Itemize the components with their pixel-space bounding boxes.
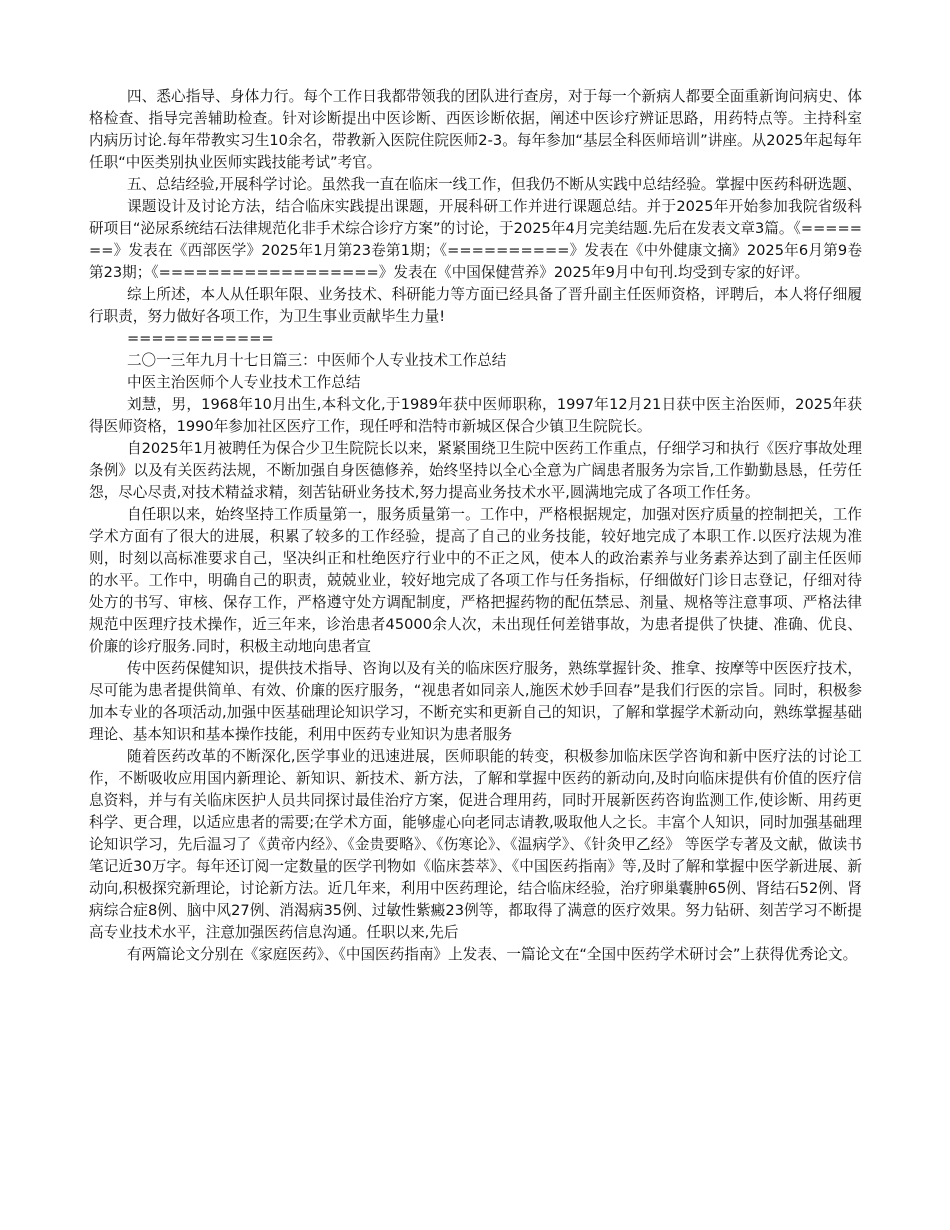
paragraph-profile: 刘慧，男，1968年10月出生,本科文化,于1989年获中医师职称，1997年12月21日获中医主治医师，2025年获得医师资格，1990年参加社区医疗工作，现任呼和浩特市新城区保合少镇卫生院院长。 [89, 396, 862, 435]
paragraph-reform: 随着医药改革的不断深化,医学事业的迅速进展，医师职能的转变，积极参加临床医学咨询和新中医疗法的讨论工作，不断吸收应用国内新理论、新知识、新技术、新方法，了解和掌握中医药的新动向,及时向临床提供有价值的医疗信息资料，并与有关临床医护人员共同探讨最佳治疗方案，促进合理用药，同时开展新医药咨询监测工作,使诊断、用药更科学、更合理，以适应患者的需要;在学术方面，能够虚心向老同志请教,吸取他人之长。丰富个人知识，同时加强基础理论知识学习，先后温习了《黄帝内经》、《金贵要略》、《伤寒论》、《温病学》、《针灸甲乙经》 等医学专著及文献，做读书笔记近30万字。每年还订阅一定数量的医学刊物如《临床荟萃》、《中国医药指南》等,及时了解和掌握中医学新进展、新动向,积极探究新理论，讨论新方法。近几年来，利用中医药理论，结合临床经验，治疗卵巢囊肿65例、肾结石52例、肾病综合症8例、脑中风27例、消渴病35例、过敏性紫癜23例等，都取得了满意的医疗效果。努力钻研、刻苦学习不断提高专业技术水平，注意加强医药信息沟通。任职以来,先后 [89, 748, 862, 941]
paragraph-guidance: 四、悉心指导、身体力行。每个工作日我都带领我的团队进行查房，对于每一个新病人都要全面重新询问病史、体格检查、指导完善辅助检查。针对诊断提出中医诊断、西医诊断依据，阐述中医诊疗辨证思路，用药特点等。主持科室内病历讨论.每年带教实习生10余名，带教新入医院住院医师2-3。每年参加“基层全科医师培训”讲座。从2025年起每年任职“中医类别执业医师实践技能考试”考官。 [89, 88, 862, 171]
paragraph-publications: 有两篇论文分别在《家庭医药》、《中国医药指南》上发表、一篇论文在“全国中医药学术研讨会”上获得优秀论文。 [126, 946, 858, 963]
paragraph-summary-heading: 五、总结经验,开展科学讨论。虽然我一直在临床一线工作，但我仍不断从实践中总结经验。掌握中医药科研选题、 [126, 176, 862, 193]
paragraph-health-education: 传中医药保健知识，提供技术指导、咨询以及有关的临床医疗服务，熟练掌握针灸、推拿、按摩等中医医疗技术，尽可能为患者提供简单、有效、价廉的医疗服务，“视患者如同亲人,施医术妙手回春”是我们行医的宗旨。同时，积极参加本专业的各项活动,加强中医基础理论知识学习，不断充实和更新自己的知识，了解和掌握学术新动向，熟练掌握基础理论、基本知识和基本操作技能，利用中医药专业知识为患者服务 [89, 660, 862, 743]
paragraph-conclusion: 综上所述，本人从任职年限、业务技术、科研能力等方面已经具备了晋升副主任医师资格，评聘后，本人将仔细履行职责，努力做好各项工作，为卫生事业贡献毕生力量! [89, 286, 862, 325]
paragraph-appointment: 自2025年1月被聘任为保合少卫生院院长以来，紧紧围绕卫生院中医药工作重点，仔细学习和执行《医疗事故处理条例》以及有关医药法规，不断加强自身医德修养，始终坚持以全心全意为广阔患者服务为宗旨,工作勤勤恳恳，任劳任怨，尽心尽责,对技术精益求精，刻苦钻研业务技术,努力提高业务技术水平,圆满地完成了各项工作任务。 [89, 440, 862, 501]
paragraph-research: 课题设计及讨论方法，结合临床实践提出课题，开展科研工作并进行课题总结。并于2025年开始参加我院省级科研项目“泌尿系统结石法律规范化非手术综合诊疗方案”的讨论，于2025年4月完美结题.先后在发表文章3篇。《=======》发表在《西部医学》2025年1月第23卷第1期；《==========》发表在《中外健康文摘》2025年6月第9卷第23期；《==================》发表在《中国保健营养》2025年9月中旬刊.均受到专家的好评。 [89, 198, 862, 281]
section-title: 中医主治医师个人专业技术工作总结 [126, 374, 361, 391]
separator-line: ============ [126, 330, 274, 347]
date-and-title-line: 二〇一三年九月十七日篇三：中医师个人专业技术工作总结 [126, 352, 507, 369]
paragraph-quality: 自任职以来，始终坚持工作质量第一，服务质量第一。工作中，严格根据规定，加强对医疗质量的控制把关，工作学术方面有了很大的进展，积累了较多的工作经验，提高了自己的业务技能，较好地完成了本职工作.以医疗法规为准则，时刻以高标准要求自己，坚决纠正和杜绝医疗行业中的不正之风，使本人的政治素养与业务素养达到了副主任医师的水平。工作中，明确自己的职责，兢兢业业，较好地完成了各项工作与任务指标，仔细做好门诊日志登记，仔细对待处方的书写、审核、保存工作，严格遵守处方调配制度，严格把握药物的配伍禁忌、剂量、规格等注意事项、严格法律规范中医理疗技术操作，近三年来，诊治患者45000余人次，未出现任何差错事故，为患者提供了快捷、准确、优良、价廉的诊疗服务.同时，积极主动地向患者宣 [89, 506, 862, 655]
